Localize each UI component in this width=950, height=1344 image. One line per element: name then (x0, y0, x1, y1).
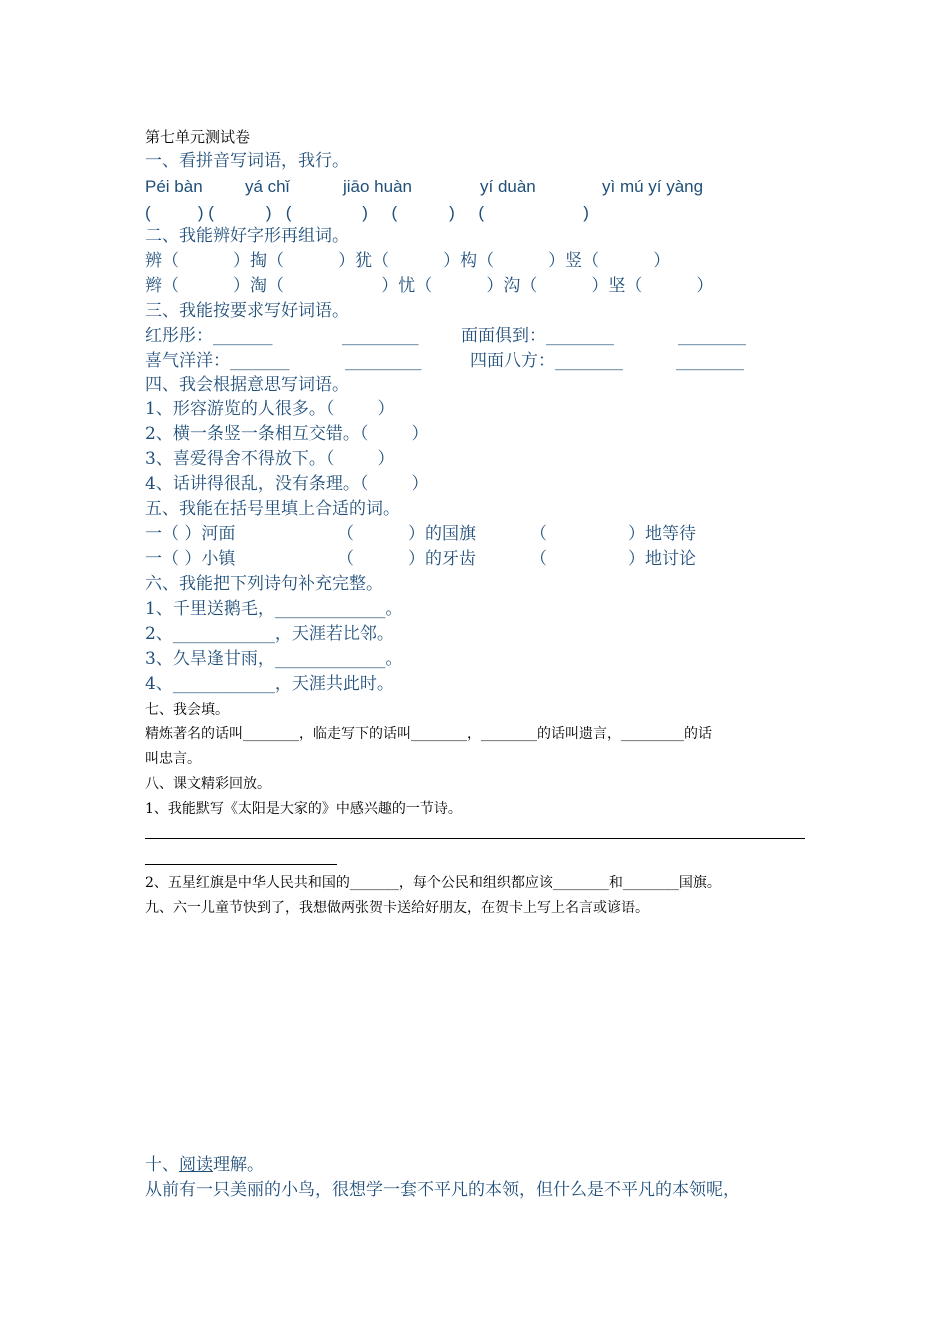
section-10-heading: 十、阅读理解。 (145, 1155, 264, 1175)
section-3-heading: 三、我能按要求写好词语。 (145, 301, 349, 321)
meaning-item-4: 4、话讲得很乱，没有条理。（ ） (145, 474, 429, 494)
fill-sentence-line-1: 精炼著名的话叫________，临走写下的话叫________，________的话叫遗言，_________的话 (145, 726, 712, 742)
fill-row-2a: 一（ ）小镇 (145, 549, 236, 569)
reading-paragraph: 从前有一只美丽的小鸟，很想学一套不平凡的本领，但什么是不平凡的本领呢， (145, 1180, 740, 1200)
section-2-heading: 二、我能辨好字形再组词。 (145, 226, 349, 246)
section-1-heading: 一、看拼音写词语，我行。 (145, 151, 349, 171)
meaning-item-3: 3、喜爱得舍不得放下。（ ） (145, 449, 395, 469)
word-row-2c: 四面八方：________ (470, 351, 623, 371)
section-5-heading: 五、我能在括号里填上合适的词。 (145, 499, 400, 519)
word-row-2d: ________ (676, 351, 744, 371)
word-row-2a: 喜气洋洋：_______ (145, 351, 290, 371)
meaning-item-2: 2、横一条竖一条相互交错。（ ） (145, 424, 429, 444)
word-row-1b: _________ (342, 326, 419, 346)
pinyin-3: jiāo huàn (343, 177, 413, 196)
section-6-heading: 六、我能把下列诗句补充完整。 (145, 574, 383, 594)
page-title: 第七单元测试卷 (145, 128, 251, 146)
answer-line-1 (145, 838, 805, 839)
pinyin-5: yì mú yí yàng (602, 177, 704, 196)
section-8-heading: 八、课文精彩回放。 (145, 776, 271, 792)
poem-item-4: 4、____________，天涯共此时。 (145, 674, 394, 694)
answer-line-2 (145, 864, 337, 865)
fill-sentence-line-2: 叫忠言。 (145, 751, 201, 767)
pinyin-2: yá chǐ (245, 177, 290, 196)
fill-row-1a: 一（ ）河面 (145, 524, 236, 544)
recite-item-2: 2、五星红旗是中华人民共和国的_______，每个公民和组织都应该________和________国旗。 (145, 875, 721, 891)
char-row-2: 辫（ ）淘（ ）忧（ ）沟（ ）坚（ ） (145, 276, 714, 296)
fill-row-2c: （ ）地讨论 (530, 549, 697, 569)
poem-item-2: 2、____________，天涯若比邻。 (145, 624, 394, 644)
fill-row-1c: （ ）地等待 (530, 524, 697, 544)
fill-row-2b: （ ）的牙齿 (337, 549, 477, 569)
word-row-1c: 面面俱到：________ (461, 326, 614, 346)
pinyin-answer-brackets: ( ) ( ) ( ) ( ) ( ) (145, 203, 589, 222)
poem-item-3: 3、久旱逢甘雨，_____________。 (145, 649, 403, 669)
word-row-2b: _________ (345, 351, 422, 371)
recite-item-1: 1、我能默写《太阳是大家的》中感兴趣的一节诗。 (145, 801, 462, 817)
word-row-1d: ________ (678, 326, 746, 346)
pinyin-4: yí duàn (480, 177, 536, 196)
fill-row-1b: （ ）的国旗 (337, 524, 477, 544)
char-row-1: 辨（ ）掏（ ）犹（ ）构（ ）竖（ ） (145, 251, 671, 271)
section-4-heading: 四、我会根据意思写词语。 (145, 375, 349, 395)
section-9-heading: 九、六一儿童节快到了，我想做两张贺卡送给好朋友，在贺卡上写上名言或谚语。 (145, 900, 649, 916)
word-row-1a: 红彤彤：_______ (145, 326, 273, 346)
meaning-item-1: 1、形容游览的人很多。（ ） (145, 399, 395, 419)
poem-item-1: 1、千里送鹅毛，_____________。 (145, 599, 403, 619)
section-7-heading: 七、我会填。 (145, 702, 229, 718)
pinyin-1: Péi bàn (145, 177, 203, 196)
